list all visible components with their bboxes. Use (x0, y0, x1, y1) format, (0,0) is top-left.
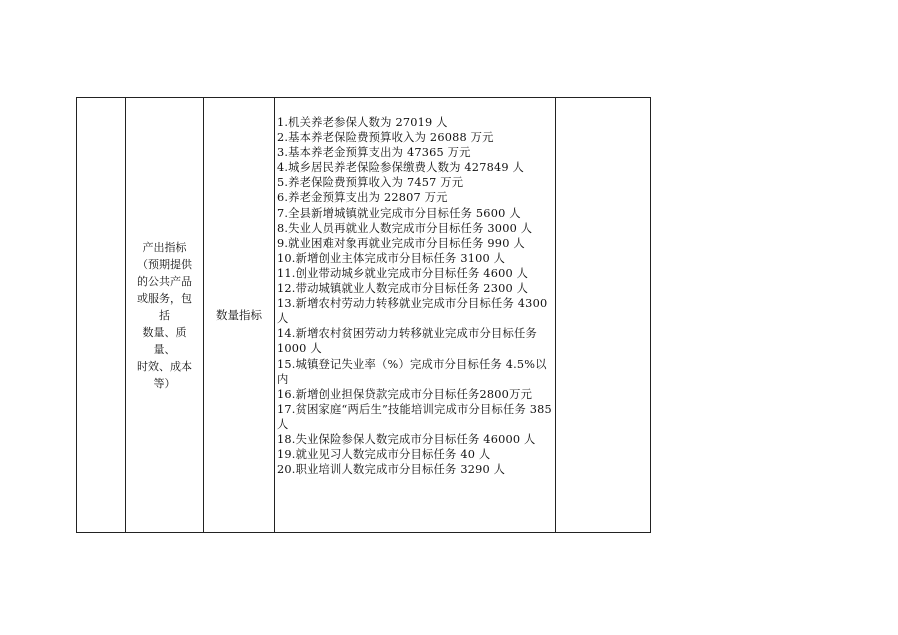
empty-cell-right (556, 98, 650, 532)
indicator-table (76, 97, 651, 533)
list-item: 8.失业人员再就业人数完成市分目标任务 3000 人 (277, 221, 533, 235)
list-item: 9.就业困难对象再就业完成市分目标任务 990 人 (277, 236, 525, 250)
list-item: 17.贫困家庭“两后生”技能培训完成市分目标任务 385 人 (277, 402, 552, 431)
list-item: 3.基本养老金预算支出为 47365 万元 (277, 146, 471, 160)
empty-cell-left (77, 98, 126, 532)
category-line: （预期提供 (137, 257, 192, 271)
list-item: 11.创业带动城乡就业完成市分目标任务 4600 人 (277, 266, 529, 280)
list-item: 1.机关养老参保人数为 27019 人 (277, 116, 448, 129)
category-line: 数量、质量、 (142, 325, 187, 356)
list-item: 19.就业见习人数完成市分目标任务 40 人 (277, 448, 491, 462)
category-line: 产出指标 (142, 240, 187, 254)
category-text (133, 239, 197, 392)
category-cell (126, 98, 204, 532)
list-item: 15.城镇登记失业率（%）完成市分目标任务 4.5%以内 (277, 357, 547, 386)
category-line: 时效、成本 (137, 359, 192, 373)
list-item: 14.新增农村贫困劳动力转移就业完成市分目标任务 1000 人 (277, 327, 538, 356)
category-line: 的公共产品 (137, 274, 192, 288)
list-item: 12.带动城镇就业人数完成市分目标任务 2300 人 (277, 282, 529, 296)
list-item: 10.新增创业主体完成市分目标任务 3100 人 (277, 251, 506, 265)
list-item: 6.养老金预算支出为 22807 万元 (277, 191, 448, 205)
list-item: 2.基本养老保险费预算收入为 26088 万元 (277, 131, 494, 145)
list-item: 7.全县新增城镇就业完成市分目标任务 5600 人 (277, 206, 521, 220)
indicator-list (277, 115, 555, 477)
list-item: 13.新增农村劳动力转移就业完成市分目标任务 4300 人 (277, 297, 548, 326)
list-item: 18.失业保险参保人数完成市分目标任务 46000 人 (277, 432, 536, 446)
list-item: 20.职业培训人数完成市分目标任务 3290 人 (277, 463, 506, 477)
subcategory-cell (204, 98, 275, 532)
list-item: 5.养老保险费预算收入为 7457 万元 (277, 176, 464, 190)
list-item: 4.城乡居民养老保险参保缴费人数为 427849 人 (277, 161, 525, 175)
items-cell (275, 98, 556, 532)
list-item: 16.新增创业担保贷款完成市分目标任务2800万元 (277, 387, 533, 401)
category-line: 或服务，包括 (137, 291, 192, 322)
category-line: 等） (153, 376, 176, 390)
subcategory-text: 数量指标 (216, 308, 262, 322)
